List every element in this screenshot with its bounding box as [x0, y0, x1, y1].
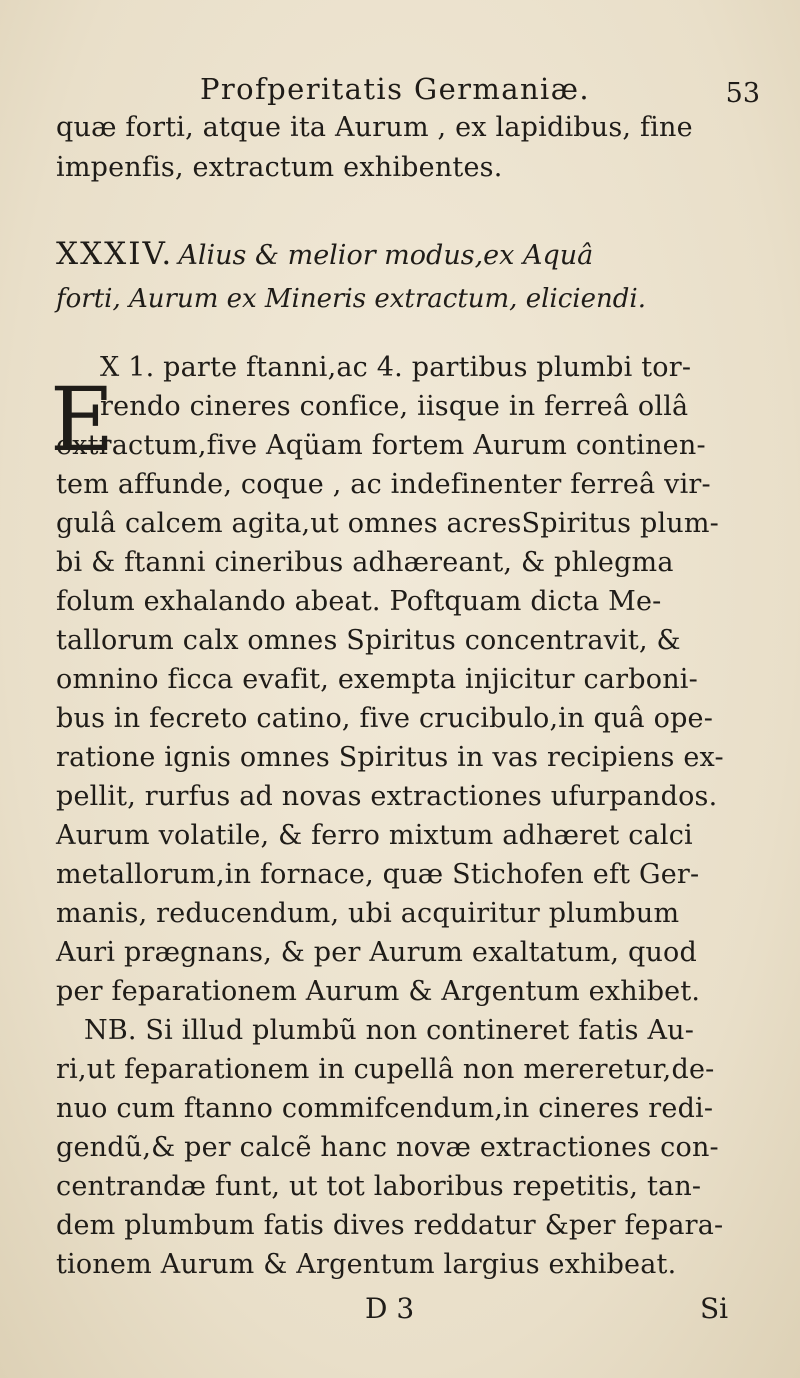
section-heading [56, 236, 593, 272]
section-title-continued: forti, Aurum ex Mineris extractum, eliciendi. [56, 284, 646, 314]
text-line: quæ forti, atque ita Aurum , ex lapidibus, fine [56, 112, 693, 143]
text-line: manis, reducendum, ubi acquiritur plumbum [56, 898, 680, 929]
text-line: rendo cineres confice, iisque in ferreâ ollâ [100, 391, 689, 422]
page-number: 53 [725, 78, 760, 109]
section-number: XXXIV. [56, 236, 174, 272]
text-line: NB. Si illud plumbũ non contineret fatis Au- [84, 1015, 695, 1046]
text-line: folum exhalando abeat. Poftquam dicta Me- [56, 586, 662, 617]
text-line: dem plumbum fatis dives reddatur &per fepara- [56, 1210, 724, 1241]
running-head [200, 72, 760, 112]
text-line: tem affunde, coque , ac indefinenter ferreâ vir- [56, 469, 711, 500]
text-line: bi & ftanni cineribus adhæreant, & phlegma [56, 547, 674, 578]
text-line: ri,ut feparationem in cupellâ non mereretur,de- [56, 1054, 715, 1085]
text-line: impenfis, extractum exhibentes. [56, 152, 503, 183]
text-line: Auri prægnans, & per Aurum exaltatum, quod [56, 937, 698, 968]
running-head-title: Profperitatis Germaniæ. [200, 72, 591, 106]
text-line: metallorum,in fornace, quæ Stichofen eft Ger- [56, 859, 700, 890]
text-line: nuo cum ftanno commifcendum,in cineres redi- [56, 1093, 714, 1124]
text-line: omnino ficca evafit, exempta injicitur carboni- [56, 664, 698, 695]
text-line: centrandæ funt, ut tot laboribus repetitis, tan- [56, 1171, 702, 1202]
signature-mark: D 3 [365, 1292, 415, 1325]
text-line: X 1. parte ftanni,ac 4. partibus plumbi tor- [100, 352, 692, 383]
text-line: tallorum calx omnes Spiritus concentravit, & [56, 625, 681, 656]
text-line: pellit, rurfus ad novas extractiones ufurpandos. [56, 781, 718, 812]
text-line: per feparationem Aurum & Argentum exhibet. [56, 976, 701, 1007]
drop-capital: E [50, 368, 115, 471]
text-line: ratione ignis omnes Spiritus in vas recipiens ex- [56, 742, 724, 773]
text-line: gendũ,& per calcẽ hanc novæ extractiones con- [56, 1132, 719, 1163]
text-line: extractum,five Aqüam fortem Aurum continen- [56, 430, 706, 461]
section-title: Alius & melior modus,ex Aquâ [178, 240, 594, 271]
text-line: gulâ calcem agita,ut omnes acresSpiritus plum- [56, 508, 719, 539]
text-line: bus in fecreto catino, five crucibulo,in quâ ope- [56, 703, 714, 734]
text-line: Aurum volatile, & ferro mixtum adhæret calci [56, 820, 693, 851]
text-line: tionem Aurum & Argentum largius exhibeat. [56, 1249, 677, 1280]
catchword: Si [700, 1292, 729, 1325]
